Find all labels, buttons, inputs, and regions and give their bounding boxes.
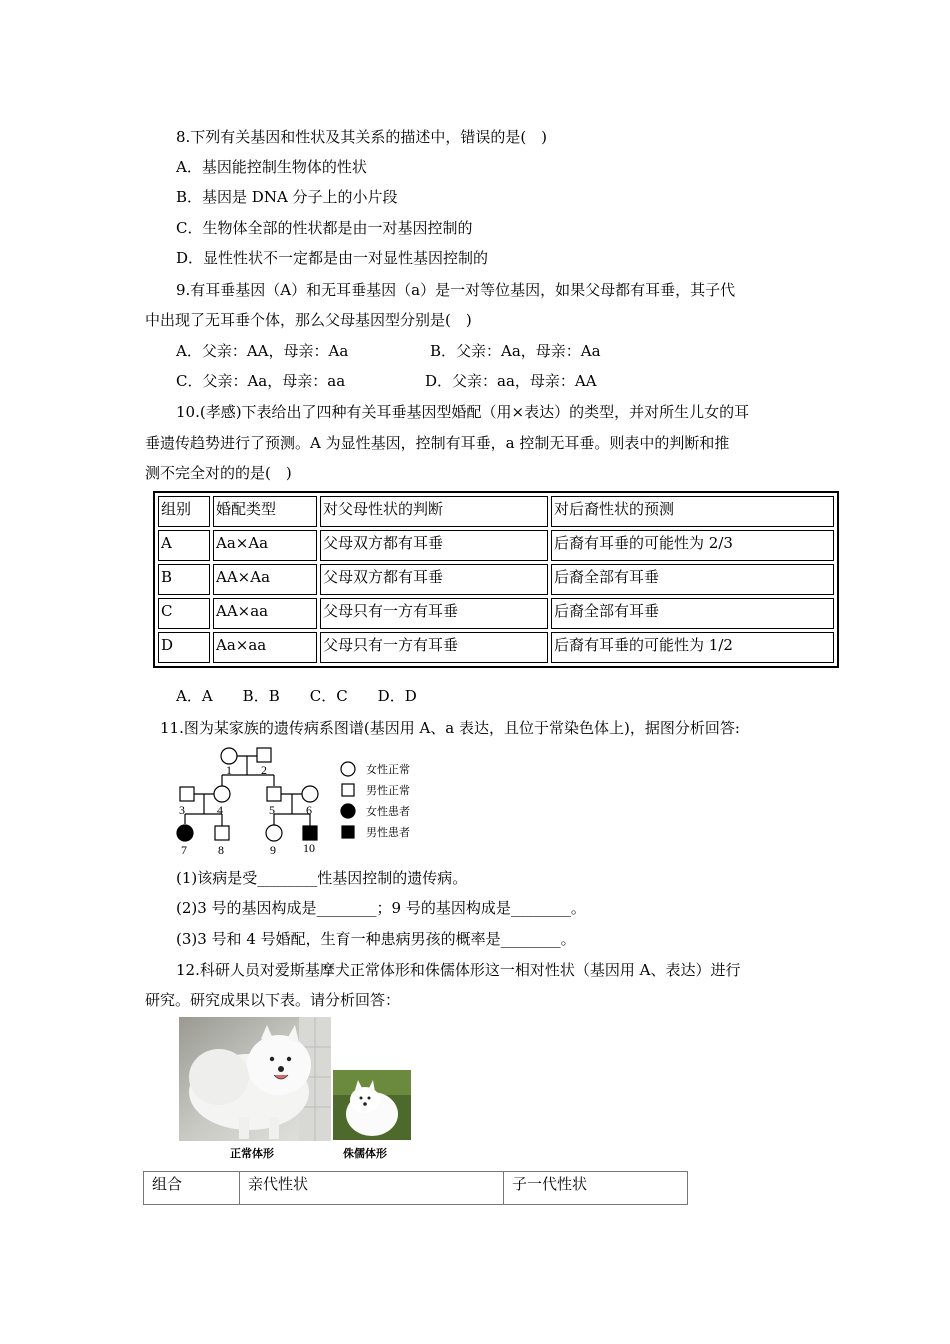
pedigree-number: 2 (261, 763, 267, 777)
individual-4 (214, 786, 230, 802)
table-cell: C (158, 598, 210, 629)
q10-stem-line3: 测不完全对的的是( ) (145, 464, 292, 482)
table-cell: 父母只有一方有耳垂 (320, 598, 548, 629)
table-cell: D (158, 632, 210, 663)
q8-option-c: C．生物体全部的性状都是由一对基因控制的 (176, 219, 473, 237)
pedigree-chart (172, 742, 442, 862)
table-header-cell: 亲代性状 (240, 1172, 504, 1205)
table-cell: 父母双方都有耳垂 (320, 530, 548, 561)
table-header-cell: 对后裔性状的预测 (551, 496, 834, 527)
table-cell: AA×Aa (213, 564, 317, 595)
table-cell: 父母双方都有耳垂 (320, 564, 548, 595)
individual-9 (266, 825, 282, 841)
legend-male-normal-icon (342, 784, 354, 796)
individual-10 (303, 826, 317, 840)
table-cell: 父母只有一方有耳垂 (320, 632, 548, 663)
q8-option-d: D．显性性状不一定都是由一对显性基因控制的 (176, 249, 489, 267)
q9-option-a: A．父亲：AA，母亲：Aa (176, 342, 349, 360)
q9-option-d: D．父亲：aa，母亲：AA (425, 372, 597, 390)
pedigree-number: 6 (306, 803, 312, 817)
q11-sub2: (2)3 号的基因构成是________；9 号的基因构成是________。 (176, 899, 586, 917)
pedigree-number: 9 (270, 843, 276, 857)
table-cell: 后裔全部有耳垂 (551, 598, 834, 629)
q8-stem: 8.下列有关基因和性状及其关系的描述中，错误的是( ) (176, 128, 548, 146)
table-cell: A (158, 530, 210, 561)
q10-table (153, 491, 839, 668)
q12-stem-line1: 12.科研人员对爱斯基摩犬正常体形和侏儒体形这一相对性状（基因用 A、表达）进行 (176, 961, 741, 979)
legend-label: 女性正常 (366, 763, 410, 776)
table-cell: 后裔有耳垂的可能性为 1/2 (551, 632, 834, 663)
caption-normal-body: 正常体形 (230, 1147, 274, 1160)
legend-label: 女性患者 (366, 805, 410, 818)
q9-option-b: B．父亲：Aa，母亲：Aa (430, 342, 601, 360)
table-row (158, 530, 834, 561)
table-header-cell: 组别 (158, 496, 210, 527)
table-row (158, 632, 834, 663)
legend-male-affected-icon (342, 826, 354, 838)
q8-option-a: A．基因能控制生物体的性状 (176, 158, 367, 176)
pedigree-number: 8 (218, 843, 224, 857)
table-row (158, 564, 834, 595)
individual-1 (221, 748, 237, 764)
q9-stem-line1: 9.有耳垂基因（A）和无耳垂基因（a）是一对等位基因，如果父母都有耳垂，其子代 (176, 281, 736, 299)
pedigree-number: 1 (226, 763, 232, 777)
table-cell: Aa×aa (213, 632, 317, 663)
individual-6 (302, 786, 318, 802)
individual-5 (267, 787, 281, 801)
individual-8 (215, 826, 229, 840)
caption-dwarf-body: 侏儒体形 (343, 1147, 387, 1160)
individual-7 (177, 825, 193, 841)
q11-sub3: (3)3 号和 4 号婚配，生育一种患病男孩的概率是________。 (176, 930, 576, 948)
table-cell: AA×aa (213, 598, 317, 629)
pedigree-number: 7 (181, 843, 187, 857)
q9-stem-line2: 中出现了无耳垂个体，那么父母基因型分别是( ) (145, 311, 472, 329)
legend-female-normal-icon (341, 762, 355, 776)
q10-stem-line2: 垂遗传趋势进行了预测。A 为显性基因，控制有耳垂，a 控制无耳垂。则表中的判断和推 (145, 434, 730, 452)
q8-option-b: B．基因是 DNA 分子上的小片段 (176, 188, 398, 206)
pedigree-number: 3 (179, 803, 185, 817)
dwarf-dog-photo (333, 1070, 411, 1140)
q12-table (143, 1171, 688, 1205)
q10-stem-line1: 10.(孝感)下表给出了四种有关耳垂基因型婚配（用×表达）的类型，并对所生儿女的耳 (176, 403, 750, 421)
table-header-cell: 子一代性状 (504, 1172, 688, 1205)
pedigree-number: 10 (303, 841, 315, 855)
q11-sub1: (1)该病是受________性基因控制的遗传病。 (176, 869, 468, 887)
pedigree-number: 4 (217, 803, 223, 817)
table-cell: 后裔有耳垂的可能性为 2/3 (551, 530, 834, 561)
table-cell: 后裔全部有耳垂 (551, 564, 834, 595)
table-header-cell: 婚配类型 (213, 496, 317, 527)
pedigree-number: 5 (269, 803, 275, 817)
q9-option-c: C．父亲：Aa，母亲：aa (176, 372, 346, 390)
table-cell: Aa×Aa (213, 530, 317, 561)
individual-2 (257, 748, 271, 762)
legend-female-affected-icon (341, 804, 355, 818)
table-header-row (158, 496, 834, 527)
legend-label: 男性正常 (366, 784, 410, 797)
q11-stem: 11.图为某家族的遗传病系图谱(基因用 A、a 表达，且位于常染色体上)，据图分析回答: (160, 719, 740, 737)
normal-dog-photo (179, 1017, 331, 1141)
table-row (158, 598, 834, 629)
legend-label: 男性患者 (366, 826, 410, 839)
table-header-cell: 对父母性状的判断 (320, 496, 548, 527)
table-header-cell: 组合 (144, 1172, 240, 1205)
q10-options: A．A B．B C．C D．D (176, 687, 417, 705)
table-header-row (144, 1172, 688, 1205)
individual-3 (180, 787, 194, 801)
q12-stem-line2: 研究。研究成果以下表。请分析回答： (145, 991, 401, 1009)
table-cell: B (158, 564, 210, 595)
